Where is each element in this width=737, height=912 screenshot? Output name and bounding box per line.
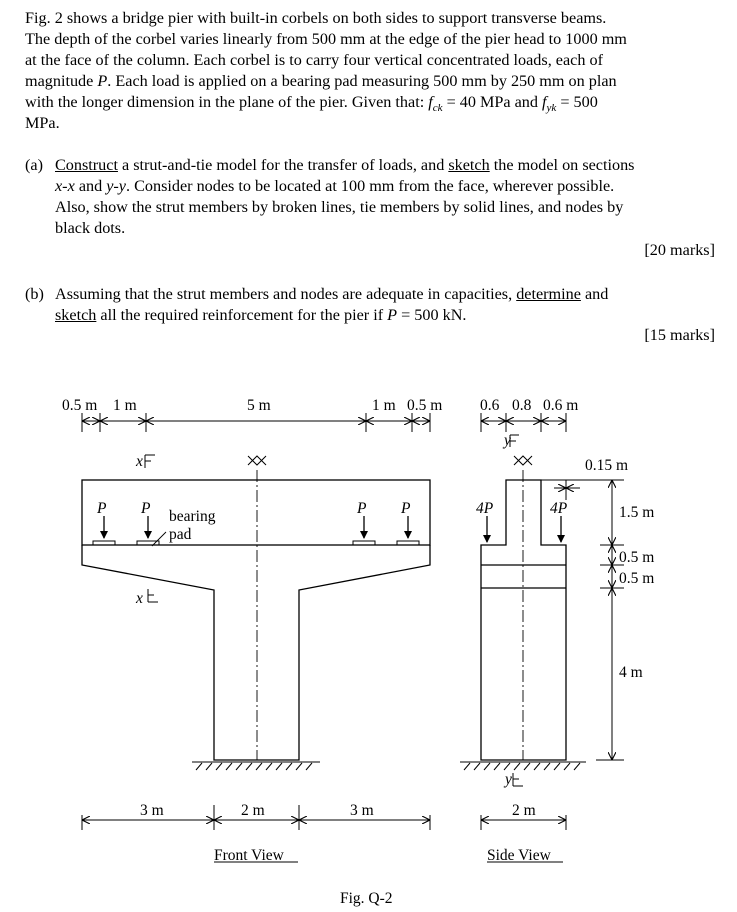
front-view-outline bbox=[82, 480, 430, 760]
part-b-label: (b) bbox=[25, 285, 44, 303]
dim-side-0: 0.6 bbox=[480, 397, 500, 414]
load-label-p2: P bbox=[141, 500, 151, 517]
part-a-line-1: Construct a strut-and-tie model for the transfer of loads, and sketch the model on sections bbox=[55, 156, 635, 174]
dim-front-bottom-2: 3 m bbox=[350, 802, 374, 819]
section-x-top-mark bbox=[145, 455, 155, 468]
part-a-label: (a) bbox=[25, 156, 43, 174]
section-y-top-label: y bbox=[504, 432, 511, 449]
dim-front-0: 0.5 m bbox=[62, 397, 98, 414]
dim-front-3: 1 m bbox=[372, 397, 396, 414]
part-a-marks: [20 marks] bbox=[644, 241, 715, 259]
dim-front-bottom-1: 2 m bbox=[241, 802, 265, 819]
part-b-line-2: sketch all the required reinforcement for the pier if P = 500 kN. bbox=[55, 306, 467, 324]
part-b-line-1: Assuming that the strut members and nodes are adequate in capacities, determine and bbox=[55, 285, 609, 303]
side-015-dim bbox=[554, 480, 580, 500]
intro-line-3: at the face of the column. Each corbel is to carry four vertical concentrated loads, each of bbox=[25, 51, 603, 69]
side-load-right: 4P bbox=[550, 500, 568, 517]
dim-side-r0: 1.5 m bbox=[619, 504, 655, 521]
side-right-dims bbox=[541, 480, 624, 760]
dim-front-2: 5 m bbox=[247, 397, 271, 414]
dim-front-1: 1 m bbox=[113, 397, 137, 414]
section-y-bottom-mark bbox=[513, 773, 523, 786]
front-load-arrows bbox=[104, 516, 408, 538]
load-label-p3: P bbox=[357, 500, 367, 517]
intro-line-6: MPa. bbox=[25, 114, 60, 132]
dim-side-r1: 0.5 m bbox=[619, 549, 655, 566]
section-y-bottom-label: y bbox=[505, 771, 512, 788]
side-axis-symbol bbox=[514, 456, 532, 465]
figure-caption: Fig. Q-2 bbox=[340, 890, 393, 907]
part-a-line-2: x-x and y-y. Consider nodes to be located at 100 mm from the face, wherever possible. bbox=[55, 177, 615, 195]
section-x-bottom-mark bbox=[148, 589, 158, 602]
dim-side-2: 0.6 m bbox=[543, 397, 579, 414]
dim-front-bottom-0: 3 m bbox=[140, 802, 164, 819]
part-a-line-4: black dots. bbox=[55, 219, 126, 237]
front-view-title: Front View bbox=[214, 847, 284, 864]
side-ground-hatch bbox=[460, 762, 586, 770]
intro-line-1: Fig. 2 shows a bridge pier with built-in corbels on both sides to support transverse beams. bbox=[25, 9, 607, 27]
side-view-title: Side View bbox=[487, 847, 551, 864]
side-load-left: 4P bbox=[476, 500, 494, 517]
side-top-dims bbox=[481, 413, 566, 432]
front-ground-hatch bbox=[192, 762, 320, 770]
side-load-arrows bbox=[487, 516, 561, 542]
front-axis-symbol bbox=[248, 456, 266, 465]
dim-side-015: 0.15 m bbox=[585, 457, 629, 474]
dim-side-bottom: 2 m bbox=[512, 802, 536, 819]
intro-line-4: magnitude P. Each load is applied on a bearing pad measuring 500 mm by 250 mm on plan bbox=[25, 72, 617, 90]
dim-side-1: 0.8 bbox=[512, 397, 532, 414]
front-top-dims bbox=[82, 413, 430, 432]
section-x-bottom-label: x bbox=[136, 590, 143, 607]
load-label-p1: P bbox=[97, 500, 107, 517]
part-a-line-3: Also, show the strut members by broken lines, tie members by solid lines, and nodes by bbox=[55, 198, 624, 216]
intro-line-2: The depth of the corbel varies linearly from 500 mm at the edge of the pier head to 1000 mm bbox=[25, 30, 627, 48]
dim-side-r3: 4 m bbox=[619, 664, 643, 681]
section-y-top-mark bbox=[510, 435, 519, 447]
section-x-top-label: x bbox=[136, 453, 143, 470]
dim-side-r2: 0.5 m bbox=[619, 570, 655, 587]
side-view-outline bbox=[481, 480, 566, 760]
load-label-p4: P bbox=[401, 500, 411, 517]
part-b-marks: [15 marks] bbox=[644, 326, 715, 344]
bearing-label: bearing bbox=[169, 508, 216, 525]
pad-label: pad bbox=[169, 526, 192, 543]
intro-line-5: with the longer dimension in the plane of the pier. Given that: $f_{ck} = 40$ MPa and $f_{yk} = 500$ bbox=[25, 93, 598, 115]
dim-front-4: 0.5 m bbox=[407, 397, 443, 414]
